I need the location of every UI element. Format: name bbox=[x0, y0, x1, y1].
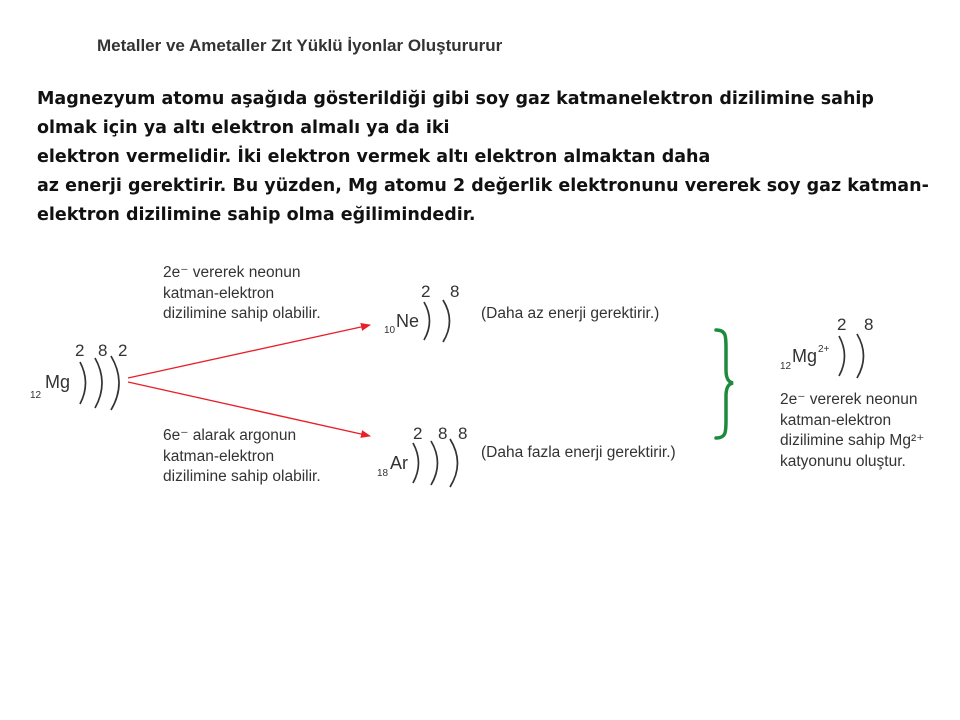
label-line: katyonunu oluştur. bbox=[780, 452, 906, 470]
ar-shell-arcs bbox=[413, 439, 458, 487]
ne-shell-count: 8 bbox=[450, 282, 460, 301]
mg-ion-atomic-number: 12 bbox=[780, 361, 792, 372]
mg-ion-shell-count: 8 bbox=[864, 315, 874, 334]
mg-ion-symbol: Mg bbox=[792, 346, 818, 366]
mg-ion-shell-count: 2 bbox=[837, 315, 847, 334]
label-line: dizilimine sahip olabilir. bbox=[163, 305, 321, 322]
argon-path-label bbox=[163, 426, 321, 488]
ar-shell-count: 8 bbox=[458, 424, 468, 443]
ar-symbol: Ar bbox=[390, 453, 408, 473]
label-line: katman-elektron bbox=[163, 284, 275, 302]
argon-energy-note: (Daha fazla enerji gerektirir.) bbox=[481, 444, 676, 461]
ar-shell-count: 8 bbox=[438, 424, 448, 443]
green-brace bbox=[716, 330, 733, 438]
ne-shell-count: 2 bbox=[421, 282, 431, 301]
label-line: 6e⁻ alarak argonun bbox=[163, 427, 297, 444]
ne-shell-arcs bbox=[424, 300, 450, 342]
neon-path-label bbox=[163, 263, 321, 325]
paragraph-line: elektron vermelidir. İki elektron vermek altı elektron almaktan daha bbox=[37, 147, 711, 167]
paragraph-line: elektron dizilimine sahip olma eğilimindedir. bbox=[37, 205, 476, 225]
paragraph-line: olmak için ya altı elektron almalı ya da iki bbox=[37, 118, 450, 138]
mg-atomic-number: 12 bbox=[30, 390, 42, 401]
mg-shell-count: 2 bbox=[118, 341, 128, 360]
label-line: katman-elektron bbox=[780, 411, 892, 429]
label-line: 2e⁻ vererek neonun bbox=[780, 391, 918, 408]
mg-ion-charge: 2+ bbox=[818, 344, 830, 355]
label-line: 2e⁻ vererek neonun bbox=[163, 264, 301, 281]
page-title: Metaller ve Ametaller Zıt Yüklü İyonlar Oluştururur bbox=[97, 36, 503, 55]
paragraph-line: Magnezyum atomu aşağıda gösterildiği gibi soy gaz katmanelektron dizilimine sahip bbox=[37, 89, 874, 109]
mg-shell-count: 8 bbox=[98, 341, 108, 360]
ar-atomic-number: 18 bbox=[377, 468, 389, 479]
mg-shell-arcs bbox=[80, 356, 119, 410]
ne-atomic-number: 10 bbox=[384, 325, 396, 336]
ne-symbol: Ne bbox=[396, 311, 420, 331]
label-line: dizilimine sahip Mg²⁺ bbox=[780, 432, 925, 449]
mg-symbol: Mg bbox=[45, 372, 71, 392]
mg-ion-label bbox=[780, 390, 924, 472]
label-line: katman-elektron bbox=[163, 447, 275, 465]
paragraph-line: az enerji gerektirir. Bu yüzden, Mg atomu 2 değerlik elektronunu vererek soy gaz katman- bbox=[37, 176, 929, 196]
neon-energy-note: (Daha az enerji gerektirir.) bbox=[481, 305, 660, 322]
arrow-to-neon bbox=[128, 325, 370, 378]
mg-ion-shell-arcs bbox=[839, 334, 864, 378]
label-line: dizilimine sahip olabilir. bbox=[163, 468, 321, 485]
mg-shell-count: 2 bbox=[75, 341, 85, 360]
ar-shell-count: 2 bbox=[413, 424, 423, 443]
